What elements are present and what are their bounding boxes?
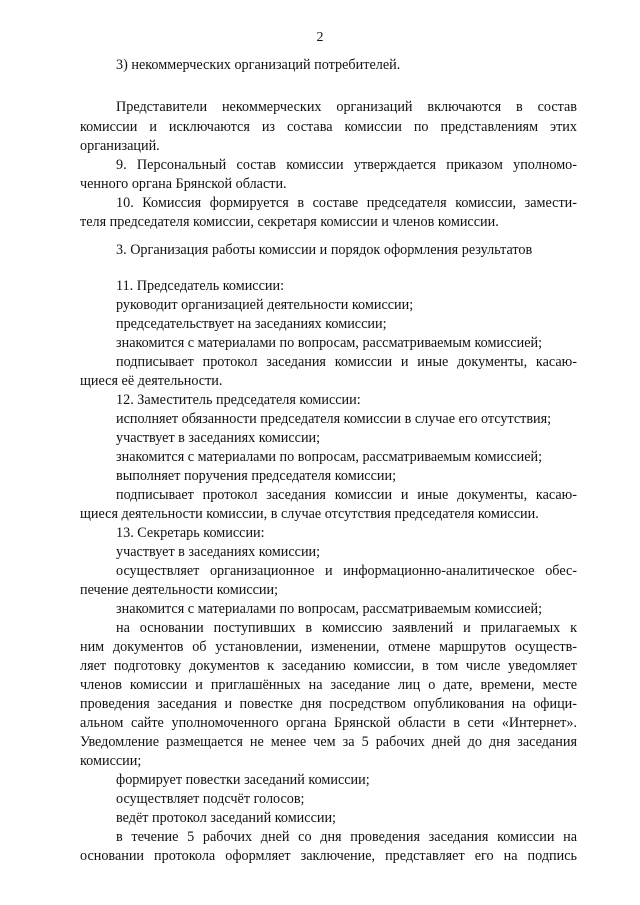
text-line: щиеся деятельности комиссии, в случае отсутствия председателя комиссии.	[80, 506, 539, 522]
text-line: альном сайте уполномоченного органа Брянской области в сети «Интернет».	[80, 715, 577, 731]
text-line: формирует повестки заседаний комиссии;	[116, 772, 370, 788]
text-line: комиссии и исключаются из состава комиссии по представлениям этих	[80, 119, 577, 135]
text-line: в течение 5 рабочих дней со дня проведения заседания комиссии на	[116, 829, 577, 845]
text-line: членов комиссии и приглашённых на заседание лиц о дате, времени, месте	[80, 677, 577, 693]
text-line: проведения заседания и повестке дня посредством опубликования на офици-	[80, 696, 577, 712]
text-line: 10. Комиссия формируется в составе председателя комиссии, замести-	[116, 195, 577, 211]
text-line: 3) некоммерческих организаций потребителей.	[116, 57, 401, 73]
text-line: организаций.	[80, 138, 160, 154]
text-line: выполняет поручения председателя комиссии;	[116, 468, 397, 484]
text-line: знакомится с материалами по вопросам, рассматриваемым комиссией;	[116, 601, 543, 617]
text-line: знакомится с материалами по вопросам, рассматриваемым комиссией;	[116, 335, 543, 351]
text-line: 11. Председатель комиссии:	[116, 278, 285, 294]
text-line: печение деятельности комиссии;	[80, 582, 279, 598]
text-line: руководит организацией деятельности комиссии;	[116, 297, 414, 313]
text-line: комиссии;	[80, 753, 142, 769]
text-line: председательствует на заседаниях комиссии;	[116, 316, 387, 332]
section-heading: 3. Организация работы комиссии и порядок оформления результатов	[116, 242, 533, 258]
text-line: исполняет обязанности председателя комиссии в случае его отсутствия;	[116, 411, 552, 427]
text-line: на основании поступивших в комиссию заявлений и прилагаемых к	[116, 620, 577, 636]
text-line: подписывает протокол заседания комиссии и иные документы, касаю-	[116, 487, 577, 503]
text-line: подписывает протокол заседания комиссии и иные документы, касаю-	[116, 354, 577, 370]
text-line: ним документов об установлении, изменении, отмене маршрутов осуществ-	[80, 639, 577, 655]
text-line: участвует в заседаниях комиссии;	[116, 544, 321, 560]
text-line: щиеся её деятельности.	[80, 373, 223, 389]
page-number: 2	[316, 30, 324, 45]
text-line: осуществляет подсчёт голосов;	[116, 791, 305, 807]
text-line: Представители некоммерческих организаций включаются в состав	[116, 99, 577, 115]
text-line: основании протокола оформляет заключение, представляет его на подпись	[80, 848, 577, 864]
text-line: знакомится с материалами по вопросам, рассматриваемым комиссией;	[116, 449, 543, 465]
text-line: участвует в заседаниях комиссии;	[116, 430, 321, 446]
text-line: ляет подготовку документов к заседанию комиссии, в том числе уведомляет	[80, 658, 577, 674]
text-line: 12. Заместитель председателя комиссии:	[116, 392, 361, 408]
text-line: 13. Секретарь комиссии:	[116, 525, 265, 541]
text-line: 9. Персональный состав комиссии утверждается приказом уполномо-	[116, 157, 577, 173]
text-line: ченного органа Брянской области.	[80, 176, 287, 192]
text-line: осуществляет организационное и информационно-аналитическое обес-	[116, 563, 577, 579]
text-line: Уведомление размещается не менее чем за 5 рабочих дней до дня заседания	[80, 734, 577, 750]
text-line: теля председателя комиссии, секретаря комиссии и членов комиссии.	[80, 214, 499, 230]
text-line: ведёт протокол заседаний комиссии;	[116, 810, 337, 826]
